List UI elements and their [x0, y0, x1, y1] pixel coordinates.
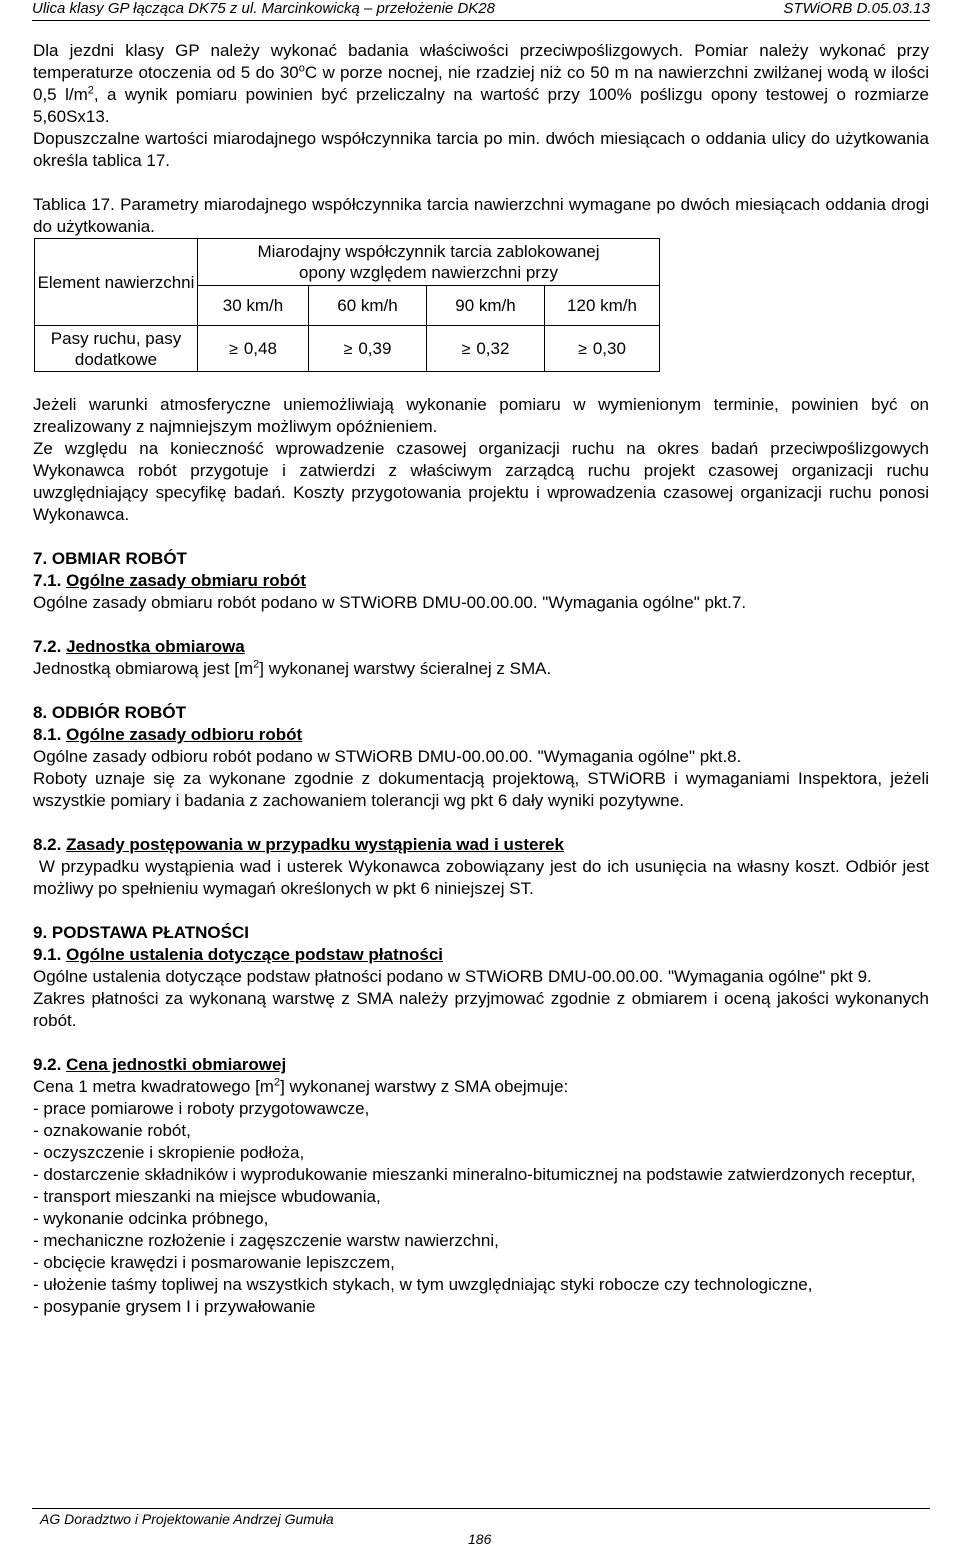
section-8-1-heading: 8.1. Ogólne zasady odbioru robót: [33, 725, 303, 744]
friction-value-cell: [427, 326, 545, 372]
speed-header: 30 km/h: [198, 286, 309, 326]
section-7-2-text: Jednostką obmiarową jest $[m^2]$ wykonanej warstwy ścieralnej z SMA.: [33, 658, 552, 678]
footer-company: AG Doradztwo i Projektowanie Andrzej Gumuła: [40, 1511, 334, 1527]
friction-table: [34, 238, 660, 372]
header-title: Ulica klasy GP łącząca DK75 z ul. Marcinkowicką – przełożenie DK28: [32, 0, 495, 17]
page-number: 186: [468, 1531, 492, 1547]
traffic-organization-paragraph: Ze względu na konieczność wprowadzenie czasowej organizacji ruchu na okres badań przeciwpoślizgowych Wykonawca robót przygotuje i zatwierdzi z właściwym zarządcą ruchu projekt czasowej organizacji ruchu uwzględniający specyfikę badań. Koszty przygotowania projektu i wprowadzenia czasowej organizacji ruchu ponosi Wykonawca.: [33, 439, 929, 524]
speed-header: 120 km/h: [545, 286, 660, 326]
friction-value: 0,39: [358, 338, 392, 358]
footer-divider: [32, 1508, 930, 1509]
geq-symbol: ≥: [343, 340, 353, 358]
friction-value: 0,30: [592, 338, 626, 358]
intro-text-c: , a wynik pomiaru powinien być przeliczalny na wartość przy 100% poślizgu opony testowej o rozmiarze 5,60Sx13.: [33, 85, 929, 126]
geq-symbol: ≥: [578, 340, 587, 358]
friction-value: 0,48: [243, 338, 277, 358]
friction-value-cell: [545, 326, 660, 372]
page-header: [32, 0, 930, 21]
header-spec-code: STWiORB D.05.03.13: [783, 0, 930, 17]
section-9-1-text: Ogólne ustalenia dotyczące podstaw płatności podano w STWiORB DMU-00.00.00. "Wymagania ogólne" pkt 9.: [33, 967, 872, 986]
intro-text-a: Dla jezdni klasy GP należy wykonać badania właściwości przeciwpoślizgowych. Pomiar należy wykonać przy temperaturze otoczenia od 5 do 30: [33, 41, 929, 82]
table-caption: Tablica 17. Parametry miarodajnego współczynnika tarcia nawierzchni wymagane po dwóch miesiącach oddania drogi do użytkowania.: [33, 195, 929, 236]
list-item: - wykonanie odcinka próbnego,: [33, 1209, 269, 1228]
list-item: - transport mieszanki na miejsce wbudowania,: [33, 1187, 381, 1206]
list-item: - prace pomiarowe i roboty przygotowawcze,: [33, 1099, 370, 1118]
friction-requirement-paragraph: Dopuszczalne wartości miarodajnego współczynnika tarcia po min. dwóch miesiącach o oddania ulicy do użytkowania określa tablica 17.: [33, 129, 929, 170]
intro-text-b: C w porze nocnej, nie rzadziej niż co 50 m na nawierzchni zwilżanej wodą w ilości 0,5 l/m: [33, 63, 929, 104]
list-item: - dostarczenie składników i wyprodukowanie mieszanki mineralno-bitumicznej na podstawie zatwierdzonych receptur,: [33, 1165, 916, 1184]
section-8-1-text: Ogólne zasady odbioru robót podano w STWiORB DMU-00.00.00. "Wymagania ogólne" pkt.8.: [33, 747, 742, 766]
section-8-2-heading: 8.2. Zasady postępowania w przypadku wystąpienia wad i usterek: [33, 835, 564, 854]
table-header-friction: Miarodajny współczynnik tarcia zablokowanej opony względem nawierzchni przy: [198, 239, 660, 286]
table-header-element: Element nawierzchni: [35, 239, 198, 326]
list-item: - obcięcie krawędzi i posmarowanie lepiszczem,: [33, 1253, 395, 1272]
friction-value-cell: [309, 326, 427, 372]
list-item: - ułożenie taśmy topliwej na wszystkich stykach, w tym uwzględniając styki robocze czy technologiczne,: [33, 1275, 813, 1294]
geq-symbol: ≥: [461, 340, 471, 358]
intro-paragraph: [33, 40, 929, 128]
section-9-1-heading: 9.1. Ogólne ustalenia dotyczące podstaw płatności: [33, 945, 444, 964]
section-7-1-heading: 7.1. Ogólne zasady obmiaru robót: [33, 571, 307, 590]
speed-header: 60 km/h: [309, 286, 427, 326]
square-superscript: 2: [87, 84, 94, 97]
section-8-heading: 8. ODBIÓR ROBÓT: [33, 703, 187, 722]
list-item: - oznakowanie robót,: [33, 1121, 191, 1140]
degree-superscript: o: [298, 62, 305, 75]
geq-symbol: ≥: [229, 340, 238, 358]
document-body: [33, 40, 934, 1318]
section-8-2-text: W przypadku wystąpienia wad i usterek Wykonawca zobowiązany jest do ich usunięcia na własny koszt. Odbiór jest możliwy po spełnieniu wymagań określonych w pkt 6 niniejszej ST.: [33, 857, 934, 898]
friction-value: 0,32: [476, 338, 510, 358]
section-9-1-scope-text: Zakres płatności za wykonaną warstwę z SMA należy przyjmować zgodnie z obmiarem i oceną jakości wykonanych robót.: [33, 989, 929, 1030]
section-9-2-intro: Cena 1 metra kwadratowego $[m^2]$ wykonanej warstwy z SMA obejmuje:: [33, 1076, 569, 1096]
section-9-heading: 9. PODSTAWA PŁATNOŚCI: [33, 923, 249, 942]
section-9-2-heading: 9.2. Cena jednostki obmiarowej: [33, 1055, 287, 1074]
list-item: - oczyszczenie i skropienie podłoża,: [33, 1143, 305, 1162]
section-8-1-acceptance-text: Roboty uznaje się za wykonane zgodnie z dokumentacją projektową, STWiORB i wymaganiami Inspektora, jeżeli wszystkie pomiary i badania z zachowaniem tolerancji wg pkt 6 dały wyniki pozytywne.: [33, 769, 929, 810]
section-7-2-heading: 7.2. Jednostka obmiarowa: [33, 637, 245, 656]
speed-header: 90 km/h: [427, 286, 545, 326]
row-label-lanes: Pasy ruchu, pasy dodatkowe: [35, 326, 198, 372]
friction-value-cell: [198, 326, 309, 372]
section-7-heading: 7. OBMIAR ROBÓT: [33, 549, 187, 568]
list-item: - mechaniczne rozłożenie i zagęszczenie warstw nawierzchni,: [33, 1231, 499, 1250]
list-item: - posypanie grysem I i przywałowanie: [33, 1297, 316, 1316]
section-7-1-text: Ogólne zasady obmiaru robót podano w STWiORB DMU-00.00.00. "Wymagania ogólne" pkt.7.: [33, 593, 747, 612]
weather-paragraph: Jeżeli warunki atmosferyczne uniemożliwiają wykonanie pomiaru w wymienionym terminie, powinien być on zrealizowany z najmniejszym możliwym opóźnieniem.: [33, 395, 929, 436]
